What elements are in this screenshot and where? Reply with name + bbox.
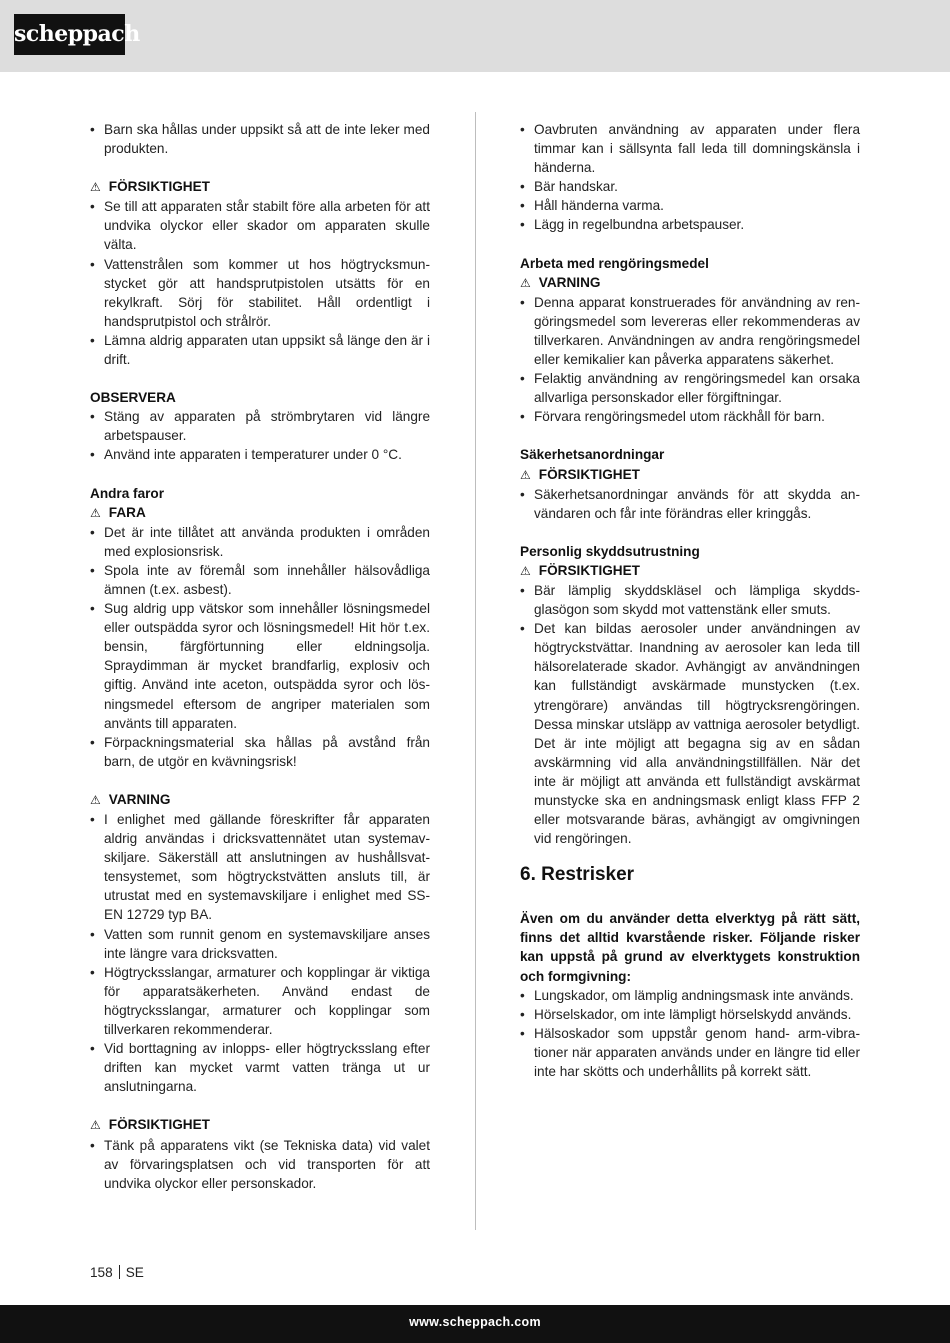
text-block: [90, 120, 430, 158]
page-number: [90, 1264, 144, 1282]
block-heading-text: FÖRSIKTIGHET: [108, 179, 210, 195]
scheppach-logo: scheppach: [14, 14, 125, 55]
block-heading: [90, 1115, 430, 1135]
bullet-list: [520, 581, 860, 848]
text-block: [520, 445, 860, 522]
block-heading: [520, 465, 860, 485]
block-heading-text: FARA: [108, 504, 146, 520]
left-column: [90, 120, 430, 1193]
list-item: • Stäng av apparaten på strömbrytaren vid längre arbetspauser.: [90, 407, 430, 445]
block-heading: [90, 484, 430, 503]
block-heading-text: FÖRSIKTIGHET: [108, 1117, 210, 1133]
list-item: • Lungskador, om lämplig andningsmask inte används.: [520, 986, 860, 1005]
language-code: SE: [125, 1265, 144, 1280]
list-item: • Förpackningsmaterial ska hållas på avstånd från barn, de utgör en kvävningsrisk!: [90, 733, 430, 771]
restrisker-list: [520, 986, 860, 1081]
list-item: • Lämna aldrig apparaten utan uppsikt så länge den är i drift.: [90, 331, 430, 369]
bullet-list: [90, 407, 430, 464]
footer-bar: [0, 1305, 950, 1343]
block-heading-text: VARNING: [108, 791, 171, 807]
warning-triangle-icon: ⚠: [90, 505, 101, 520]
bullet-list: [520, 120, 860, 235]
bullet-list: [90, 1136, 430, 1193]
warning-triangle-icon: ⚠: [520, 467, 531, 482]
bullet-list: [90, 120, 430, 158]
block-heading-text: FÖRSIKTIGHET: [538, 562, 640, 578]
list-item: • Se till att apparaten står stabilt före alla arbeten för att undvika olyckor eller skador om apparaten skulle välta.: [90, 197, 430, 254]
block-heading-text: VARNING: [538, 274, 601, 290]
section-title: 6. Restrisker: [520, 864, 635, 886]
list-item: • Förvara rengöringsmedel utom räckhåll för barn.: [520, 407, 860, 426]
list-item: • Använd inte apparaten i temperaturer under 0 °C.: [90, 445, 430, 464]
block-heading: [520, 561, 860, 581]
list-item: • Lägg in regelbundna arbetspauser.: [520, 215, 860, 234]
bullet-list: [90, 523, 430, 771]
list-item: • Hälsoskador som uppstår genom hand- arm-vibrationer när apparaten används under en längre tid eller inte har skötts och underhållits på korrekt sätt.: [520, 1024, 860, 1081]
block-heading-text: Personlig skyddsutrustning: [520, 543, 700, 559]
block-heading-text: OBSERVERA: [90, 390, 176, 406]
bullet-list: [520, 293, 860, 427]
block-heading-text: Säkerhetsanordningar: [520, 447, 665, 463]
list-item: • Barn ska hållas under uppsikt så att de inte leker med produkten.: [90, 120, 430, 158]
list-item: • Vatten som runnit genom en systemavskiljare anses inte längre vara dricksvatten.: [90, 925, 430, 963]
block-heading: [90, 388, 430, 407]
header-bar: [0, 0, 950, 72]
block-heading: [520, 273, 860, 293]
list-item: • Vattenstrålen som kommer ut hos högtrycksmunstycket gör att handsprutpistolen utsätts för en rekylkraft. Sörj för stabilitet. Håll ordentligt i handsprutpistol och strålrör.: [90, 255, 430, 331]
section-intro: Även om du använder detta elverktyg på rätt sätt, finns det alltid kvarstående risker. Följande risker kan uppstå på grund av elverktygets konstruktion och formgivning:: [520, 911, 860, 984]
list-item: • Sug aldrig upp vätskor som innehåller lösningsmedel eller outspädda syror och lösningsmedel! Hit hör t.ex. bensin, färgförtunning eller eldningsolja. Spraydimman är mycket brandfarlig, explosiv och giftig. Använd inte aceton, outspädda syror och lösningsmedel eftersom de angriper materialen som använts till apparaten.: [90, 599, 430, 733]
bullet-list: [520, 485, 860, 523]
list-item: • Bär handskar.: [520, 177, 860, 196]
text-block: [520, 254, 860, 427]
block-heading: [90, 790, 430, 810]
text-block: [90, 177, 430, 369]
list-item: • Högtrycksslangar, armaturer och kopplingar är viktiga för apparatsäkerheten. Använd endast de högtrycksslangar, armaturer och kopplingar som tillverkaren rekommenderar.: [90, 963, 430, 1039]
page-number-value: 158: [90, 1265, 113, 1280]
block-heading: [520, 445, 860, 464]
block-heading: [90, 503, 430, 523]
block-heading-text: FÖRSIKTIGHET: [538, 466, 640, 482]
warning-triangle-icon: ⚠: [520, 275, 531, 290]
warning-triangle-icon: ⚠: [90, 1118, 101, 1133]
list-item: • Håll händerna varma.: [520, 196, 860, 215]
text-block: [90, 388, 430, 464]
column-divider: [475, 112, 476, 1230]
page-number-separator: [119, 1265, 120, 1279]
warning-triangle-icon: ⚠: [520, 563, 531, 578]
list-item: • Det är inte tillåtet att använda produkten i områden med explosionsrisk.: [90, 523, 430, 561]
list-item: • Felaktig användning av rengöringsmedel kan orsaka allvarliga personskador eller förgiftningar.: [520, 369, 860, 407]
bullet-list: [90, 810, 430, 1096]
block-heading-text: Andra faror: [90, 485, 165, 501]
list-item: • Bär lämplig skyddskläsel och lämpliga skyddsglasögon som skydd mot vattenstänk eller smuts.: [520, 581, 860, 619]
section-restrisker: [520, 909, 860, 1081]
block-heading-text: Arbeta med rengöringsmedel: [520, 255, 709, 271]
list-item: • Tänk på apparatens vikt (se Tekniska data) vid valet av förvaringsplatsen och vid transporten för att undvika olyckor eller personskador.: [90, 1136, 430, 1193]
block-heading: [520, 254, 860, 273]
text-block: [90, 484, 430, 771]
website-url: www.scheppach.com: [409, 1315, 541, 1329]
warning-triangle-icon: ⚠: [90, 180, 101, 195]
bullet-list: [90, 197, 430, 369]
right-column: [520, 120, 860, 1081]
text-block: [90, 1115, 430, 1192]
list-item: • Hörselskador, om inte lämpligt hörselskydd används.: [520, 1005, 860, 1024]
list-item: • Oavbruten användning av apparaten under flera timmar kan i sällsynta fall leda till domningskänsla i händerna.: [520, 120, 860, 177]
text-block: [90, 790, 430, 1097]
text-block: [520, 542, 860, 849]
list-item: • I enlighet med gällande föreskrifter får apparaten aldrig användas i dricksvattennätet utan systemavskiljare. Säkerställ att anslutningen av hushållsvattensystemet, som högtryckstvätten ansluts till, är utrustat med en systemavskiljare i enlighet med SS-EN 12729 typ BA.: [90, 810, 430, 925]
warning-triangle-icon: ⚠: [90, 792, 101, 807]
block-heading: [520, 542, 860, 561]
text-block: [520, 120, 860, 235]
block-heading: [90, 177, 430, 197]
list-item: • Säkerhetsanordningar används för att skydda användaren och får inte förändras eller kringgås.: [520, 485, 860, 523]
list-item: • Vid borttagning av inlopps- eller högtrycksslang efter driften kan mycket varmt vatten tränga ut ur anslutningarna.: [90, 1039, 430, 1096]
list-item: • Spola inte av föremål som innehåller hälsovådliga ämnen (t.ex. asbest).: [90, 561, 430, 599]
list-item: • Denna apparat konstruerades för användning av rengöringsmedel som levereras eller rekommenderas av tillverkaren. Användningen av andra rengöringsmedel eller kemikalier kan påverka apparatens säkerhet.: [520, 293, 860, 369]
list-item: • Det kan bildas aerosoler under användningen av högtryckstvättar. Inandning av aerosoler kan leda till hälsorelaterade skador. Avhängigt av användningen kan fullständigt avskärmade munstycken (t.ex. ytrengörare) användas till högtrycksrengöringen. Dessa minskar utsläpp av vattniga aerosoler betydligt. Det är inte möjligt att begagna sig av en sådan avskärmning vid alla användningstillfällen. När det inte är möjligt att använda ett fullständigt avskärmat munstycke ska en andningsmask enligt klass FFP 2 eller motsvarande bäras, avhängigt av omgivningen vid rengöringen.: [520, 619, 860, 848]
